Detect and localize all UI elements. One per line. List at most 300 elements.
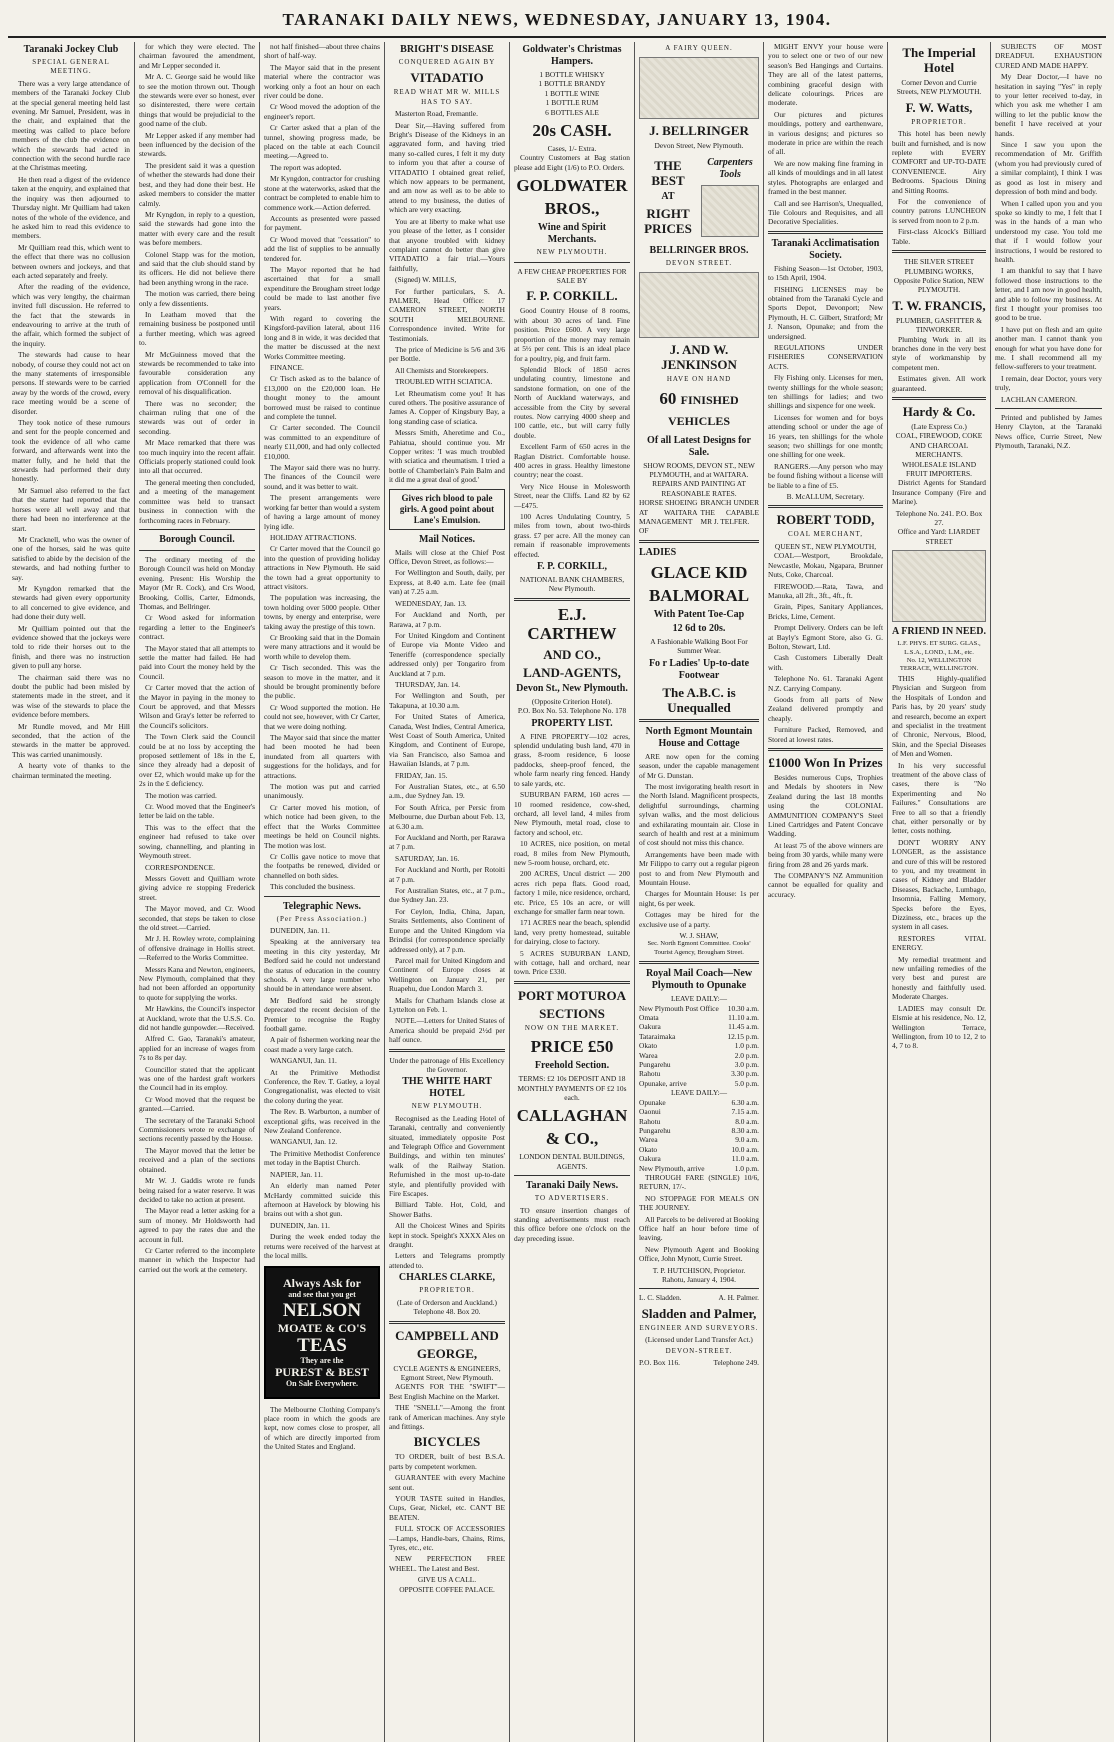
lanes-emulsion-ad bbox=[389, 489, 505, 530]
port-moturoa-terms: TERMS: £2 10s DEPOSIT AND 18 MONTHLY PAYMENTS OF £2 10s each. bbox=[517, 1074, 627, 1103]
divider bbox=[639, 1288, 759, 1289]
column-3 bbox=[260, 42, 385, 1742]
francis-role: PLUMBER, GASFITTER & TINWORKER. bbox=[895, 315, 983, 335]
sladden-left: L. C. Sladden. bbox=[639, 1293, 682, 1303]
divider bbox=[892, 250, 986, 253]
lanes-emulsion-text: Gives rich blood to pale girls. A good point about Lane's Emulsion. bbox=[399, 492, 495, 525]
paragraph: 5 ACRES SUBURBAN LAND, with cottage, hall and orchard, near town. Price £330. bbox=[514, 948, 630, 977]
paragraph: The stewards had cause to hear nobody, of course they could not act on the many statements of irresponsible persons. If stewards were to be carried away by the words of the crowd, every race meeting would be a scene of disorder. bbox=[12, 350, 130, 416]
timetable-time: 3.30 p.m. bbox=[731, 1069, 759, 1079]
paragraph: MIGHT ENVY your house were you to select one or two of our new season's Bed Hangings and Curtains. They are all of the latest patterns, combining graceful design with delicate colourings. Prices are moderate. bbox=[768, 42, 883, 108]
timetable-time: 9.0 a.m. bbox=[735, 1135, 759, 1145]
paragraph: Mr Hawkins, the Council's inspector at Auckland, wrote that the U.S.S. Co. did not handle gunpowder.—Received. bbox=[139, 1004, 255, 1032]
coach-fare: THROUGH FARE (SINGLE) 10/6, RETURN, 17/-. bbox=[639, 1172, 759, 1192]
timetable-stop: Rahotu bbox=[639, 1116, 661, 1126]
sladden-right: A. H. Palmer. bbox=[718, 1293, 759, 1303]
divider bbox=[514, 598, 630, 601]
column-6 bbox=[635, 42, 764, 1742]
paragraph: 1 BOTTLE WINE bbox=[544, 88, 600, 98]
paragraph: For Wellington and South, daily, per Express, at 8.40 a.m. Late fee (mail van) at 7.25 a.m. bbox=[389, 568, 505, 597]
paragraph: WANGANUI, Jan. 11. bbox=[270, 1056, 337, 1066]
jockey-club-body bbox=[12, 79, 130, 780]
paragraph: Cr Carter moved his motion, of which notice had been given, to the effect that the Works Committee meetings be held on Council nights. The motion was lost. bbox=[264, 802, 380, 850]
jenkinson-footer bbox=[639, 498, 759, 536]
paragraph: The motion was carried. bbox=[145, 790, 217, 800]
paragraph: At least 75 of the above winners are being from 30 yards, while many were firing from 28 and 26 yards mark. bbox=[768, 840, 883, 869]
paragraph: Cr Brooking said that in the Domain were many attractions and it would be worth while to develop them. bbox=[264, 632, 380, 661]
paragraph: SUBURBAN FARM, 160 acres — 10 roomed residence, cow-shed, orchard, all level land, 4 miles from New Plymouth, metal road, close to factory and school, etc. bbox=[514, 790, 630, 837]
timetable-row bbox=[639, 1051, 759, 1060]
port-moturoa-title: PORT MOTUROA bbox=[518, 987, 626, 1003]
timetable-stop: Oakura bbox=[639, 1154, 661, 1164]
divider bbox=[514, 981, 630, 984]
bellringer-st: DEVON STREET. bbox=[665, 258, 733, 267]
paragraph: For Wellington and South, per Takapuna, at 10.30 a.m. bbox=[389, 691, 505, 710]
best-prices-block bbox=[639, 155, 697, 241]
mail-notices-body bbox=[389, 548, 505, 1045]
timetable-time: 6.30 a.m. bbox=[731, 1097, 759, 1107]
paragraph: Cr Carter referred to the incomplete manner in which the Inspector had carried out the work at the cemetery. bbox=[139, 1245, 255, 1274]
paragraph: NOTE.—Letters for United States of America should be prepaid 2½d per half ounce. bbox=[389, 1016, 505, 1045]
paragraph: Messrs Smith, Aheretime and Co., Pahiatua, should continue you. Mr Copper writes: 'I was much troubled with sciatica and rheumatism. I tried a bottle of Chamberlain's Pain Balm and it did me a great deal of good.' bbox=[389, 428, 505, 485]
jockey-club-subtitle: SPECIAL GENERAL MEETING. bbox=[32, 58, 110, 76]
jenkinson-latest: Of all Latest Designs for Sale. bbox=[647, 434, 751, 458]
paragraph: Besides numerous Cups, Trophies and Medals by shooters in New Zealand during the last 18 months using the COLONIAL AMMUNITION COMPANY'S Steel Lined Cartridges and Patent Concave Wadding. bbox=[768, 773, 883, 839]
paragraph: RESTORES VITAL ENERGY. bbox=[892, 933, 986, 953]
paragraph: During the week ended today the returns were received of the harvest at the local mills. bbox=[264, 1232, 380, 1260]
port-moturoa-freehold: Freehold Section. bbox=[534, 1060, 610, 1072]
clothing-company-note: The Melbourne Clothing Company's place room in which the goods are kept, now comes close to prosper, all of which are directly imported from the United States and England. bbox=[264, 1404, 380, 1452]
timetable-row bbox=[639, 1164, 759, 1173]
coach-timetable-1 bbox=[639, 1004, 759, 1089]
jenkinson-vehicles bbox=[639, 389, 759, 431]
paragraph: FISHING LICENSES may be obtained from the Taranaki Cycle and Sports Depot, Devonport; New Plymouth, H. C. Gilbert, Stratford; Mr J. Nanson, Opunake; and from the undersigned. bbox=[768, 284, 883, 341]
divider bbox=[768, 748, 883, 751]
glace-abc: The A.B.C. is Unequalled bbox=[662, 684, 736, 715]
paragraph: THIS Highly-qualified Physician and Surgeon from the Hospitals of London and Paris has, by 20 years' study and research, become an expert and specialist in the treatment of Chronic, Nervous, Blood, Skin, and the Special Diseases of Men and Women. bbox=[892, 673, 986, 759]
timetable-stop: Oakura bbox=[639, 1022, 661, 1032]
paragraph: I remain, dear Doctor, yours very truly, bbox=[995, 373, 1102, 393]
francis-body: Plumbing Work in all its branches done in the very best style of workmanship by competent men. bbox=[892, 334, 986, 372]
column-5 bbox=[510, 42, 635, 1742]
paragraph: The COMPANY'S NZ Ammunition cannot be equalled for quality and accuracy. bbox=[768, 871, 883, 899]
paragraph: 1 BOTTLE WHISKY bbox=[539, 70, 605, 79]
column-2 bbox=[135, 42, 260, 1742]
paragraph: The Mayor read a letter asking for a sum of money. Mr Holdsworth had agreed to pay the rates due and the account in full. bbox=[139, 1206, 255, 1244]
paragraph: The report was adopted. bbox=[270, 162, 342, 172]
sladden-tel: Telephone 249. bbox=[713, 1358, 759, 1368]
paragraph: Masterton Road, Fremantle. bbox=[395, 109, 478, 119]
sladden-st: DEVON-STREET. bbox=[665, 1346, 733, 1355]
timetable-stop: Warea bbox=[639, 1135, 658, 1145]
sladden-po: P.O. Box 116. bbox=[639, 1358, 680, 1368]
campbell-taste: YOUR TASTE suited in Handles, Cups, Gear, Nickel, etc. CAN'T BE BEATEN. bbox=[389, 1493, 505, 1522]
paragraph: Since I saw you upon the recommendation of Mr. Griffith (whom you had previously cured of a similar complaint), I think I was as good as lost in misery and depression of both mind and body. bbox=[995, 140, 1102, 197]
column-4 bbox=[385, 42, 510, 1742]
paragraph: Cr Carter asked that a plan of the tunnel, showing progress made, be placed on the table at each Council meeting.—Agreed to. bbox=[264, 123, 380, 161]
paragraph: My remedial treatment and new unfailing remedies of the very best and purest are honestly and faithfully used. Moderate Charges. bbox=[892, 954, 986, 1002]
paragraph: Mr Cracknell, who was the owner of one of the horses, said he was quite satisfied to abide by the decision of the stewards, and had nothing further to say. bbox=[12, 534, 130, 582]
paragraph: The most invigorating health resort in the North Island. Magnificent prospects, delightful surroundings, charming sylvan walks, and the most delicious and exhilarating mountain air. Close in search of health and rest at a minimum of cost should not miss this chance. bbox=[639, 781, 759, 848]
paragraph: Mr Bedford said he strongly deprecated the recent decision of the Premier to recognise the Rugby football game. bbox=[264, 995, 380, 1033]
carpenters-tools-block bbox=[701, 155, 759, 241]
paragraph: FRIDAY, Jan. 15. bbox=[395, 770, 448, 780]
paragraph: Splendid Block of 1850 acres undulating country, limestone and sandstone formation, on one of the North of Auckland waterways, and accessible from the City by several routes. Now carrying 4000 sheep and 100 cattle, etc., but will carry fully double. bbox=[514, 364, 630, 440]
timetable-stop: Pungarehu bbox=[639, 1060, 671, 1070]
paragraph: for which they were elected. The chairman favoured the amendment, and Mr Lepper seconded it. bbox=[139, 42, 255, 70]
white-hart-tel: Telephone 48. Box 20. bbox=[413, 1307, 481, 1317]
paragraph: The secretary of the Taranaki School Commissioners wrote re exchange of sections recently passed by the House. bbox=[139, 1115, 255, 1144]
hardy-sub: (Late Express Co.) bbox=[911, 421, 967, 431]
nelson-line2: and see that you get bbox=[288, 1290, 356, 1300]
timetable-time: 2.0 p.m. bbox=[734, 1050, 759, 1060]
timetable-time: 1.0 p.m. bbox=[734, 1163, 759, 1173]
carthew-role: LAND-AGENTS, bbox=[523, 664, 621, 680]
paragraph: The Mayor said that since the matter had been mooted he had been inundated from all quarters with suggestions for the holidays, and for attractions. bbox=[264, 733, 380, 780]
timetable-stop: Omata bbox=[639, 1013, 659, 1023]
corkill-pre: A FEW CHEAP PROPERTIES FOR SALE BY bbox=[517, 266, 627, 286]
paragraph: ARE now open for the coming season, under the capable management of Mr G. Dunstan. bbox=[639, 751, 759, 780]
paragraph: Mr A. C. George said he would like to see the motion thrown out. Though the stewards were ever so honest, ever so disinterested, there were certain things that would be prejudicial to the good name of the club. bbox=[139, 72, 255, 129]
hardy-agents: District Agents for Standard Insurance Company (Fire and Marine). bbox=[892, 478, 986, 507]
goldwater-bros-3: Wine and Spirit Merchants. bbox=[537, 222, 607, 246]
paragraph: REGULATIONS UNDER FISHERIES CONSERVATION ACTS. bbox=[768, 342, 883, 371]
timetable-time: 12.15 p.m. bbox=[727, 1031, 759, 1041]
nelson-line4: PUREST & BEST bbox=[275, 1365, 369, 1380]
best-line3: RIGHT PRICES bbox=[644, 205, 692, 236]
paragraph: Mails for Chatham Islands close at Lyttelton on Feb. 1. bbox=[389, 995, 505, 1014]
jenkinson-rep: REPAIRS AND PAINTING AT REASONABLE RATES. bbox=[652, 479, 746, 498]
timetable-row bbox=[639, 1117, 759, 1126]
property-list-body bbox=[514, 732, 630, 977]
paragraph: I have put on flesh and am quite another man. I cannot thank you enough for what you have done for me. I shall recommend all my fellow-sufferers to your treatment. bbox=[995, 324, 1102, 372]
bellringer-bros: BELLRINGER BROS. bbox=[649, 244, 749, 256]
timetable-row bbox=[639, 1060, 759, 1069]
campbell-stock: FULL STOCK OF ACCESSORIES—Lamps, Handle-bars, Chains, Rims, Tyres, etc., etc. bbox=[389, 1524, 505, 1552]
divider bbox=[514, 1175, 630, 1176]
timetable-stop: Tataraimaka bbox=[639, 1031, 676, 1041]
paragraph: Mr Samuel also referred to the fact that the starter had reported that the horses were all well away and that there had been no interference at the start. bbox=[12, 485, 130, 533]
paragraph: Accounts as presented were passed for payment. bbox=[264, 213, 380, 233]
paragraph: TROUBLED WITH SCIATICA. bbox=[395, 377, 493, 387]
carthew-co: AND CO., bbox=[543, 646, 601, 662]
paragraph: Cr Tisch seconded. This was the season to move in the matter, and it should be brought prominently before the public. bbox=[264, 663, 380, 701]
campbell-agents: AGENTS FOR THE "SWIFT"—Best English Machine on the Market. bbox=[389, 1382, 505, 1401]
timetable-stop: Opunake, arrive bbox=[639, 1078, 687, 1088]
campbell-guarantee: GUARANTEE with every Machine sent out. bbox=[389, 1473, 505, 1492]
watts-name: F. W. Watts, bbox=[905, 99, 973, 115]
divider bbox=[139, 550, 255, 551]
paragraph: Excellent Farm of 650 acres in the Raglan District. Comfortable house. 400 acres in grass. Healthy limestone country; near the coast. bbox=[514, 442, 630, 480]
paragraph: The chairman said there was no doubt the public had been misled by statements made in the street, and it was wise of the stewards to place the evidence before members. bbox=[12, 672, 130, 720]
paragraph: This concluded the business. bbox=[270, 882, 355, 892]
sladden-contact bbox=[639, 1358, 759, 1367]
telegraphic-news-body bbox=[264, 926, 380, 1260]
paragraph: Colonel Stapp was for the motion, and said that the club should stand by its officers. He did not believe there had been anything wrong in the race. bbox=[139, 249, 255, 287]
egmont-sig: W. J. SHAW, bbox=[679, 931, 719, 940]
paragraph: The ordinary meeting of the Borough Council was held on Monday evening. Present: His Worship the Mayor (Mr R. Cock), and Crs Wood, Brooking, Collis, Carter, Edmonds, Thomas, and Bellringer. bbox=[139, 554, 255, 611]
column-8 bbox=[888, 42, 991, 1742]
todd-body bbox=[768, 551, 883, 744]
paragraph: They took notice of these rumours and sent for the people concerned and took the evidence of all who came forward, and afterwards went into the matter fully, and he held that the stewards had performed their duty honestly. bbox=[12, 418, 130, 484]
paragraph: The price of Medicine is 5/6 and 3/6 per Bottle. bbox=[389, 344, 505, 364]
paragraph: Mr Mace remarked that there was too much inquiry into the recent affair. Officials properly stationed could look into all that occurred. bbox=[139, 438, 255, 476]
white-hart-body: Recognised as the Leading Hotel of Taranaki, centrally and conveniently situated, immediately opposite Post and Telegraph Office and Government Buildings, and within ten minutes' walk of the Railway Station. Refurnished in the most up-to-date style, and plentifully provided with Fire Escapes. bbox=[389, 1113, 505, 1199]
paragraph: The present arrangements were working far better than would a system of having a large amount of money lying idle. bbox=[264, 493, 380, 531]
timetable-row bbox=[639, 1098, 759, 1107]
paragraph: 171 ACRES near the beach, splendid land, very pretty homestead, suitable for dairying, close to factory. bbox=[514, 918, 630, 947]
todd-addr: QUEEN ST., NEW PLYMOUTH, bbox=[774, 541, 877, 551]
divider bbox=[768, 231, 883, 234]
nelson-brand2: MOATE & CO'S bbox=[277, 1320, 367, 1335]
column-1 bbox=[8, 42, 135, 1742]
paragraph: For United States of America, Canada, West Indies, Central America, West Coast of South America, United Kingdom, and Continent of Europe, via San Francisco, also Samoa and Hawaiian Islands, at 7 p.m. bbox=[389, 712, 505, 769]
paragraph: FIREWOOD.—Rata, Tawa, and Manuka, all 2ft., 3ft., 4ft., ft. bbox=[768, 581, 883, 600]
corkill-sub: NATIONAL BANK CHAMBERS, New Plymouth. bbox=[519, 575, 625, 594]
council-continued bbox=[264, 42, 380, 892]
paragraph: Mr Rundle moved, and Mr Hill seconded, that the action of the stewards in the matter be approved. This was carried unanimously. bbox=[12, 721, 130, 759]
doctor-portrait bbox=[892, 550, 986, 622]
printer-imprint: Printed and published by James Henry Clayton, at the Taranaki News office, Currie Street, New Plymouth, Taranaki, N.Z. bbox=[995, 413, 1102, 451]
coach-agent: New Plymouth Agent and Booking Office, John Mynott, Currie Street. bbox=[639, 1244, 759, 1264]
silver-street-sub: Opposite Police Station, NEW PLYMOUTH. bbox=[893, 275, 985, 295]
campbell-snell: THE "SNELL"—Among the front rank of American machines. Any style and fittings. bbox=[389, 1403, 505, 1431]
campbell-addr: OPPOSITE COFFEE PALACE. bbox=[399, 1584, 495, 1594]
paragraph: The president said it was a question of whether the stewards had done their best, and they had done their best. He asked members to consider the matter calmly. bbox=[139, 160, 255, 208]
paragraph: NAPIER, Jan. 11. bbox=[270, 1169, 323, 1179]
goldwater-items bbox=[514, 70, 630, 117]
paragraph: Telephone No. 61. Taranaki Agent N.Z. Carrying Company. bbox=[768, 674, 883, 693]
paragraph: LADIES may consult Dr. Elsmie at his residence, No. 12, Wellington Terrace, Wellington, from 10 to 12, 2 to 4, 7 to 8. bbox=[892, 1003, 986, 1051]
paragraph: Mr Kyngdon, contractor for crushing stone at the waterworks, asked that the contract be completed to enable him to commence work.—Action deferred. bbox=[264, 174, 380, 212]
glace-footwear: Fo r Ladies' Up-to-date Footwear bbox=[648, 657, 750, 681]
coach-parcels: All Parcels to be delivered at Booking Office half an hour before time of leaving. bbox=[639, 1214, 759, 1243]
friend-title: A FRIEND IN NEED. bbox=[892, 626, 986, 638]
divider bbox=[768, 505, 883, 508]
bellringer-addr: Devon Street, New Plymouth. bbox=[654, 141, 744, 151]
nelson-line3: They are the bbox=[300, 1355, 344, 1365]
campbell-title: CAMPBELL AND bbox=[395, 1327, 499, 1343]
todd-role: COAL MERCHANT, bbox=[787, 530, 864, 539]
paragraph: not half finished—about three chains short of half-way. bbox=[264, 42, 380, 61]
ladies-label: LADIES bbox=[639, 546, 677, 558]
paragraph: For Auckland and North, per Rarawa at 7 p.m. bbox=[389, 833, 505, 852]
paragraph: For Australian States, etc., at 6.50 a.m., due Sydney Jan. 19. bbox=[389, 782, 505, 801]
best-line1: THE BEST bbox=[651, 157, 685, 188]
coach-leave-2: LEAVE DAILY:— bbox=[670, 1088, 728, 1098]
hardy-whole: WHOLESALE ISLAND FRUIT IMPORTERS. bbox=[901, 459, 977, 478]
paragraph: 1 BOTTLE RUM bbox=[545, 98, 599, 108]
best-line2: AT bbox=[661, 190, 675, 202]
sladden-title: Sladden and Palmer, bbox=[641, 1305, 757, 1321]
glace-balmoral: BALMORAL bbox=[648, 585, 750, 605]
paragraph: HOLIDAY ATTRACTIONS. bbox=[270, 532, 357, 542]
campbell-sub: CYCLE AGENTS & ENGINEERS, Egmont Street, New Plymouth. bbox=[393, 1363, 501, 1382]
timetable-time: 8.30 a.m. bbox=[731, 1125, 759, 1135]
vitadatio-body bbox=[389, 109, 505, 484]
divider bbox=[639, 719, 759, 722]
timetable-time: 1.0 p.m. bbox=[734, 1041, 759, 1051]
egmont-body bbox=[639, 752, 759, 929]
paragraph: Cr Wood asked for information regarding a letter to the Engineer's contract. bbox=[139, 613, 255, 642]
white-hart-letters: Letters and Telegrams promptly attended to. bbox=[389, 1251, 505, 1270]
campbell-freewheel: NEW PERFECTION FREE WHEEL. The Latest and Best. bbox=[389, 1554, 505, 1573]
francis-est: Estimates given. All work guaranteed. bbox=[892, 374, 986, 393]
paragraph: I am thankful to say that I have followed those instructions to the letter, and I am now in good health, and able to follow my business. At first I thought your promises too good to be true. bbox=[995, 266, 1102, 323]
testimonial-body bbox=[995, 42, 1102, 404]
paragraph: Cr Wood moved that "cessation" to add the list of supplies to be annually tendered for. bbox=[264, 234, 380, 263]
paragraph: For South Africa, per Persic from Melbourne, due Durban about Feb. 13, at 6.30 a.m. bbox=[389, 802, 505, 831]
white-hart-prop-note: (Late of Orderson and Auckland.) bbox=[397, 1297, 497, 1307]
borough-council-body bbox=[139, 555, 255, 1274]
timetable-row bbox=[639, 1135, 759, 1144]
jenkinson-show: SHOW ROOMS, DEVON ST., NEW PLYMOUTH, and at WAITARA. bbox=[643, 460, 755, 480]
paragraph: The population was increasing, the town holding over 5000 people. Other towns, by energy and enterprise, were taking away the prestige of this town. bbox=[264, 593, 380, 631]
egmont-title: North Egmont Mountain House and Cottage bbox=[645, 725, 753, 749]
paragraph: 200 ACRES, Uncul district — 200 acres rich pepa flats. Good road, factory 1 mile, nice residence, orchard, etc. Price, £5 10s an acre, or will exchange for smaller farm near town. bbox=[514, 869, 630, 916]
bellringer-ad-row bbox=[639, 155, 759, 241]
paragraph: Our pictures and pictures mouldings, pottery and earthenware, in various designs; and pictures so moderate in price are within the reach of all. bbox=[768, 109, 883, 157]
paragraph: The general meeting then concluded, and a meeting of the management committee was held to transact business in connection with the forthcoming races in February. bbox=[139, 477, 255, 525]
jenkinson-count: 60 bbox=[659, 388, 677, 408]
paragraph: Alfred C. Gao, Taranaki's amateur, applied for an increase of wages from 7s to 8s per day. bbox=[139, 1034, 255, 1063]
white-hart-proprietor: CHARLES CLARKE, bbox=[398, 1272, 496, 1284]
paragraph: WANGANUI, Jan. 12. bbox=[270, 1137, 338, 1147]
prizes-body bbox=[768, 773, 883, 899]
paragraph: Mr Kyngdon remarked that the stewards had given every opportunity to all concerned to give evidence, and had done their duty well. bbox=[12, 583, 130, 622]
paragraph: At the Primitive Methodist Conference, the Rev. T. Gatley, a loyal Congregationalist, was elected to visit the colony during the year. bbox=[264, 1067, 380, 1105]
coach-leave: LEAVE DAILY:— bbox=[670, 994, 728, 1004]
timetable-row bbox=[639, 1145, 759, 1154]
timetable-row bbox=[639, 1013, 759, 1022]
timetable-row bbox=[639, 1032, 759, 1041]
glace-walking: A Fashionable Walking Boot For Summer Wear. bbox=[650, 636, 748, 656]
timetable-stop: Pungarehu bbox=[639, 1125, 671, 1135]
paragraph: My Dear Doctor,—I have no hesitation in saying "Yes" in reply to your letter received to-day, in which you ask me whether I am willing to let the public know the benefit I have received at your hands. bbox=[995, 72, 1102, 138]
timetable-row bbox=[639, 1004, 759, 1013]
port-moturoa-price: PRICE £50 bbox=[530, 1037, 614, 1057]
paragraph: Charges for Mountain House: 1s per night, 6s per week. bbox=[639, 889, 759, 908]
column-7 bbox=[764, 42, 888, 1742]
paragraph: Mr J. H. Rowley wrote, complaining of offensive drainage in Hollis street.—Referred to the Works Committee. bbox=[139, 934, 255, 963]
paragraph: Cr Wood supported the motion. He could not see, however, with Cr Carter, that we were doing nothing. bbox=[264, 702, 380, 731]
tools-illustration bbox=[701, 185, 759, 237]
glace-kid: GLACE KID bbox=[650, 562, 748, 582]
todd-name: ROBERT TODD, bbox=[776, 512, 875, 528]
jenkinson-hand: HAVE ON HAND bbox=[666, 375, 732, 384]
coach-note: NO STOPPAGE FOR MEALS ON THE JOURNEY. bbox=[639, 1193, 759, 1213]
paragraph: COAL—Westport, Brookdale, Newcastle, Mokau, Ngapara, Brunner Nuts, Coke, Charcoal. bbox=[768, 551, 883, 580]
timetable-time: 11.0 a.m. bbox=[731, 1154, 759, 1164]
furnishings-body bbox=[768, 42, 883, 227]
borough-council-title: Borough Council. bbox=[159, 533, 235, 545]
brights-disease-title: BRIGHT'S DISEASE bbox=[400, 44, 494, 55]
friend-body bbox=[892, 674, 986, 1051]
paragraph: Goods from all parts of New Zealand delivered promptly and cheaply. bbox=[768, 694, 883, 723]
mail-notices-title: Mail Notices. bbox=[418, 533, 476, 545]
divider bbox=[892, 397, 986, 400]
watts-body3: First-class Alcock's Billiard Table. bbox=[892, 227, 986, 246]
paragraph: Mr McGuinness moved that the stewards be recommended to take into favourable consideration any application from O'Connell for the removal of his disqualification. bbox=[139, 349, 255, 397]
acclimatisation-sig: B. McALLUM, Secretary. bbox=[786, 492, 865, 502]
paragraph: Parcel mail for United Kingdom and Continent of Europe closes at Wellington on January 21, per Ruapehu, due London March 3. bbox=[389, 955, 505, 994]
paragraph: For further particulars, S. A. PALMER, Head Office: 17 CAMERON STREET, NORTH SOUTH MELBOURNE. Correspondence invited. Write for Testimonials. bbox=[389, 286, 505, 343]
goldwater-hampers-title: Goldwater's Christmas Hampers. bbox=[522, 44, 622, 67]
glace-toecap: With Patent Toe-Cap bbox=[653, 608, 745, 620]
paragraph: Councillor stated that the applicant was one of the hardest graft workers the Council had in its employ. bbox=[139, 1064, 255, 1093]
nelson-moate-teas-ad bbox=[264, 1266, 380, 1398]
timetable-time: 7.15 a.m. bbox=[731, 1107, 759, 1117]
timetable-time: 8.0 a.m. bbox=[735, 1116, 759, 1126]
paragraph: Mr Quilliam pointed out that the evidence showed that the jockeys were told to ride their horses out to the finish, and there was no instruction given to pull any horse. bbox=[12, 623, 130, 671]
paragraph: A FINE PROPERTY—102 acres, splendid undulating bush land, 470 in grass, 8-room residence, 6 loose paddocks, sheep-proof fenced, the whole farm nearly ring fenced. Handy to sale yards, etc. bbox=[514, 731, 630, 788]
carthew-tel: P.O. Box No. 53. Telephone No. 178 bbox=[517, 706, 627, 716]
fairy-queen-title: A FAIRY QUEEN. bbox=[665, 44, 733, 52]
campbell-title2: GEORGE, bbox=[416, 1345, 478, 1361]
tdn-sub: TO ADVERTISERS. bbox=[534, 1194, 610, 1203]
timetable-stop: New Plymouth, arrive bbox=[639, 1163, 705, 1173]
paragraph: The Mayor stated that all attempts to settle the matter had failed. He had paid into Court the money held by the Council. bbox=[139, 643, 255, 681]
paragraph: Mr Quilliam read this, which went to the effect that there was no collusion between owners and jockeys, and that each acted separately and freely. bbox=[12, 242, 130, 280]
timetable-time: 3.0 p.m. bbox=[734, 1060, 759, 1070]
paragraph: Very Nice House in Molesworth Street, near the Cliffs. Land 82 by 62—£475. bbox=[514, 481, 630, 510]
prizes-title: £1000 Won In Prizes bbox=[768, 755, 883, 770]
paragraph: Mr W. J. Gaddis wrote re funds being raised for a water reserve. It was decided to take no action at present. bbox=[139, 1176, 255, 1204]
columns bbox=[8, 42, 1106, 1742]
jockey-club-title: Taranaki Jockey Club bbox=[23, 44, 119, 55]
paragraph: Cottages may be hired for the exclusive use of a party. bbox=[639, 910, 759, 929]
carthew-addr: Devon St., New Plymouth. bbox=[516, 682, 628, 694]
divider bbox=[639, 540, 759, 543]
paragraph: We are now making fine framing in all kinds of mouldings and in all latest styles. Photographs are enlarged and framed in the best manner. bbox=[768, 158, 883, 197]
timetable-row bbox=[639, 1154, 759, 1163]
paragraph: DUNEDIN, Jan. 11. bbox=[270, 1220, 330, 1230]
paragraph: 10 ACRES, nice position, on metal road, 8 miles from New Plymouth, new 5-room house, orchard, etc. bbox=[514, 839, 630, 867]
goldwater-extra: Cases, 1/- Extra. bbox=[547, 144, 597, 154]
property-list-title: PROPERTY LIST. bbox=[531, 717, 613, 729]
corkill-name: F. P. CORKILL. bbox=[526, 288, 618, 304]
timetable-row bbox=[639, 1041, 759, 1050]
divider bbox=[995, 408, 1102, 409]
jenkinson-branch: BRANCH UNDER THE CAPABLE MR J. TELFER. bbox=[700, 498, 759, 527]
paragraph: Messrs Govett and Quilliam wrote giving advice re stopping Frederick street. bbox=[139, 873, 255, 902]
paragraph: A pair of fishermen working near the coast made a very large catch. bbox=[264, 1035, 380, 1054]
coach-date: Rahotu, January 4, 1904. bbox=[662, 1275, 736, 1284]
paragraph: WEDNESDAY, Jan. 13. bbox=[395, 598, 467, 608]
paragraph: The Town Clerk said the Council could be at no loss by accepting the proposed settlement of 18s in the £, since they already had a deposit of over £2, which would make up for the 2s in the £ deficiency. bbox=[139, 732, 255, 789]
paragraph: Mails will close at the Chief Post Office, Devon Street, as follows:— bbox=[389, 547, 505, 567]
masthead: TARANAKI DAILY NEWS, WEDNESDAY, JANUARY 13, 1904. bbox=[8, 6, 1106, 38]
timetable-stop: Okato bbox=[639, 1144, 658, 1154]
jockey-club-continued bbox=[139, 42, 255, 525]
paragraph: There was no seconder; the chairman ruling that one of the stewards was out of order in seconding. bbox=[139, 398, 255, 436]
paragraph: With regard to covering the Kingsford-pavilion lateral, about 116 long and 8 in wide, it was decided that the matter be discussed at the next Works Committee meeting. bbox=[264, 313, 380, 361]
press-association-note: (Per Press Association.) bbox=[276, 914, 368, 923]
sladden-sub: ENGINEER AND SURVEYORS. bbox=[639, 1323, 759, 1332]
paragraph: DON'T WORRY ANY LONGER, as the assistance and cure of this will be restored to you, and my treatment in cases of Kidney and Bladder Diseases, Backache, Lumbago, Insomnia, Falling Memory, Specks before the Eyes, Dizziness, etc., braces up the system in all cases. bbox=[892, 837, 986, 932]
timetable-row bbox=[639, 1079, 759, 1088]
callaghan-name: CALLAGHAN bbox=[516, 1106, 628, 1126]
tdn-title: Taranaki Daily News. bbox=[525, 1180, 619, 1192]
paragraph: Let Rheumatism come you! It has cured others. The positive assurance of James A. Copper of Kingsbury Bay, a long standing case of sciatica. bbox=[389, 388, 505, 426]
paragraph: The Mayor moved that the letter be received and a plan of the sections obtained. bbox=[139, 1145, 255, 1174]
hardy-tel: Telephone No. 241. P.O. Box 27. bbox=[895, 508, 983, 528]
conquered-again: CONQUERED AGAIN BY bbox=[398, 58, 496, 66]
paragraph: This was to the effect that the engineer had refused to take over sowing, channelling, and planting in Weymouth street. bbox=[139, 822, 255, 861]
paragraph: SATURDAY, Jan. 16. bbox=[395, 853, 460, 863]
timetable-row bbox=[639, 1107, 759, 1116]
divider bbox=[389, 1321, 505, 1324]
